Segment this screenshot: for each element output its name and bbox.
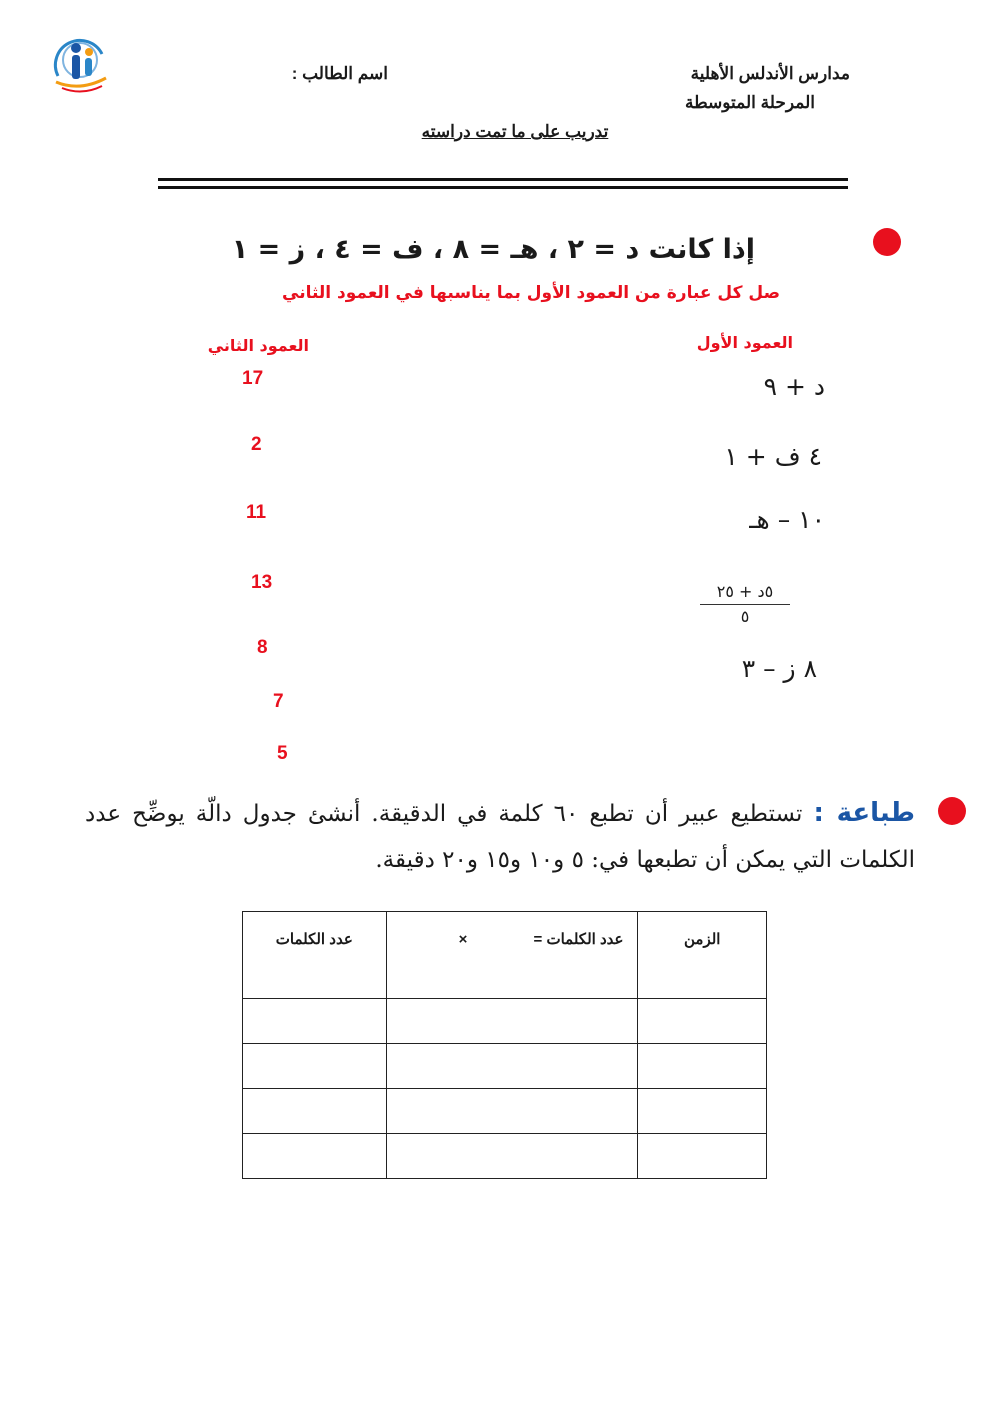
rule-cell[interactable] [386,1134,638,1179]
expression-item: ١٠ – هـ [749,505,825,534]
header-words: عدد الكلمات [243,912,387,999]
header-rule [386,912,638,999]
question1-given: إذا كانت د = ٢ ، هـ = ٨ ، ف = ٤ ، ز = ١ [231,234,755,265]
expression-item: ٨ ز – ٣ [741,654,817,683]
header-rule-times: × [458,931,468,948]
page-title: تدريب على ما تمت دراسته [421,122,609,141]
column2-header: العمود الثاني [207,336,309,355]
answer-item: 13 [251,572,273,593]
student-name-label: اسم الطالب : [291,64,388,83]
time-cell[interactable] [638,1089,767,1134]
table-row [243,1044,767,1089]
table-row [243,1089,767,1134]
school-name: مدارس الأندلس الأهلية [690,64,850,83]
answer-item: 11 [246,502,267,523]
header-divider-top [158,178,848,181]
time-cell[interactable] [638,999,767,1044]
column1-header: العمود الأول [696,333,793,352]
fraction-expression [700,582,790,626]
time-cell[interactable] [638,1044,767,1089]
header-divider-bottom [158,186,848,189]
function-table [242,911,767,1179]
school-logo [48,30,112,102]
question2-text-block [85,790,915,883]
words-cell[interactable] [243,1044,387,1089]
rule-cell[interactable] [386,999,638,1044]
function-table-header-row [243,912,767,999]
answer-item: 8 [257,637,268,658]
expression-item: د + ٩ [763,372,825,401]
fraction-numerator: ٥د + ٢٥ [700,582,790,605]
question1-instruction: صل كل عبارة من العمود الأول بما يناسبها في العمود الثاني [282,283,780,303]
answer-item: 7 [273,691,284,712]
time-cell[interactable] [638,1134,767,1179]
fraction-denominator: ٥ [740,607,750,626]
expression-item: ٤ ف + ١ [724,442,822,471]
rule-cell[interactable] [386,1089,638,1134]
question2-keyword: طباعة : [813,798,916,828]
question1-bullet-icon [873,228,901,256]
header-rule-label: عدد الكلمات = [533,931,624,948]
question2-bullet-icon [938,797,966,825]
table-row [243,999,767,1044]
rule-cell[interactable] [386,1044,638,1089]
answer-item: 5 [277,743,288,764]
words-cell[interactable] [243,999,387,1044]
words-cell[interactable] [243,1134,387,1179]
header-time: الزمن [638,912,767,999]
words-cell[interactable] [243,1089,387,1134]
question2-text: تستطيع عبير أن تطبع ٦٠ كلمة في الدقيقة. أنشئ جدول دالّة يوضِّح عدد الكلمات التي يمكن أن تطبعها في: ٥ و١٠ و١٥ و٢٠ دقيقة. [85,801,915,873]
answer-item: 2 [251,434,262,455]
school-stage: المرحلة المتوسطة [684,93,815,112]
table-row [243,1134,767,1179]
answer-item: 17 [242,368,264,389]
